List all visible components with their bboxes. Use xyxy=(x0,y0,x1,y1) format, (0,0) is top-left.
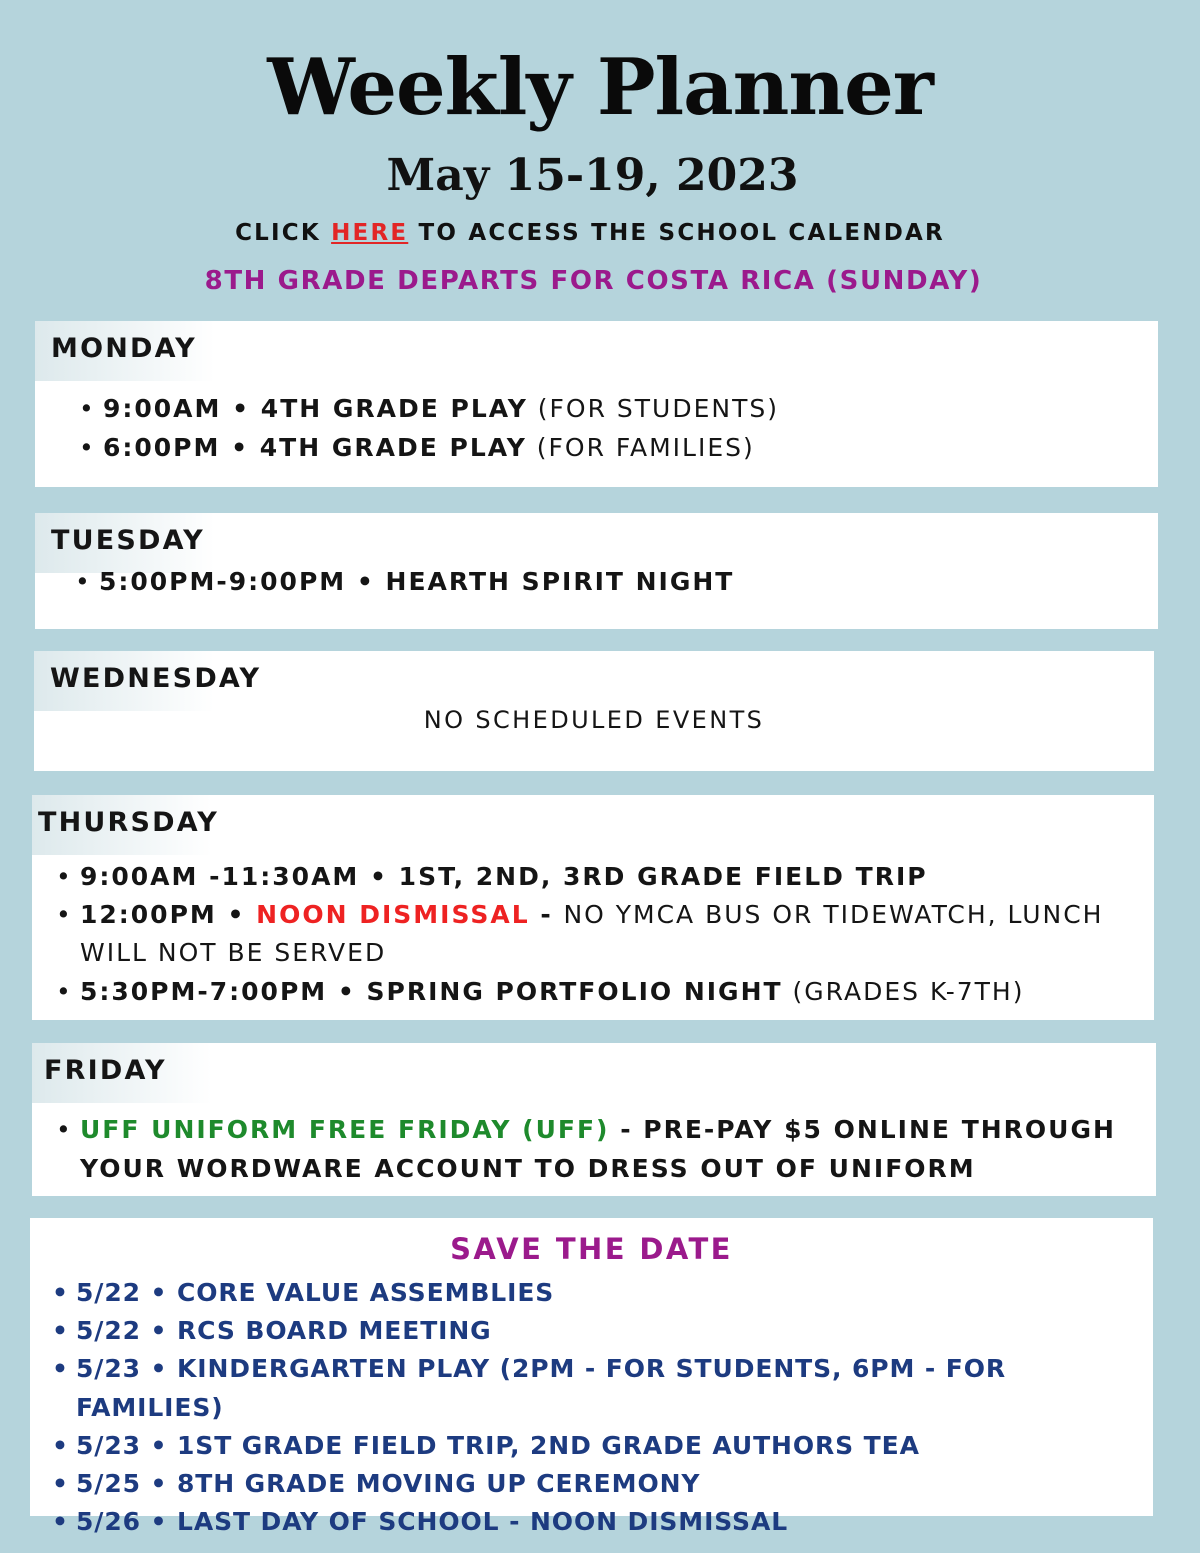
calendar-suffix: TO ACCESS THE SCHOOL CALENDAR xyxy=(408,220,945,246)
event-time-title: 5:30PM-7:00PM • SPRING PORTFOLIO NIGHT xyxy=(80,977,783,1006)
list-item: • 5/23 • 1ST GRADE FIELD TRIP, 2ND GRADE AUTHORS TEA xyxy=(52,1427,1147,1465)
list-item: • 5/26 • LAST DAY OF SCHOOL - NOON DISMISSAL xyxy=(52,1503,1147,1541)
list-item xyxy=(79,428,779,467)
event-time-title: 9:00AM -11:30AM • 1ST, 2ND, 3RD GRADE FIELD TRIP xyxy=(80,862,928,891)
event-note: (FOR STUDENTS) xyxy=(527,394,779,423)
day-label-monday: MONDAY xyxy=(51,333,197,364)
list-item xyxy=(56,857,1146,896)
list-item: • 5/23 • KINDERGARTEN PLAY (2PM - FOR STUDENTS, 6PM - FOR FAMILIES) xyxy=(52,1350,1147,1426)
save-the-date-card xyxy=(30,1218,1153,1537)
day-label-friday: FRIDAY xyxy=(44,1055,167,1086)
list-item: • 5/25 • 8TH GRADE MOVING UP CEREMONY xyxy=(52,1465,1147,1503)
event-time: 12:00PM • xyxy=(80,900,257,929)
page-title: Weekly Planner xyxy=(267,42,933,133)
noon-dismissal-highlight: NOON DISMISSAL xyxy=(256,900,530,929)
list-item: • 5/22 • RCS BOARD MEETING xyxy=(52,1312,1147,1350)
wednesday-label-box xyxy=(34,651,334,711)
no-events-note: NO SCHEDULED EVENTS xyxy=(423,706,765,734)
monday-events xyxy=(79,389,779,467)
day-label-tuesday: TUESDAY xyxy=(51,525,205,556)
event-note: (GRADES K-7TH) xyxy=(782,977,1025,1006)
monday-label-box xyxy=(35,321,335,381)
friday-events xyxy=(56,1110,1146,1188)
event-note: NO YMCA BUS OR TIDEWATCH, LUNCH WILL NOT BE SERVED xyxy=(80,900,1104,967)
list-item xyxy=(75,562,734,601)
monday-card xyxy=(35,321,1158,487)
calendar-access-line xyxy=(0,218,1180,248)
thursday-label-box xyxy=(32,795,332,855)
friday-label-box xyxy=(32,1043,332,1103)
save-the-date-title: SAVE THE DATE xyxy=(450,1232,733,1266)
uff-highlight: UFF UNIFORM FREE FRIDAY (UFF) xyxy=(80,1115,610,1144)
day-label-wednesday: WEDNESDAY xyxy=(50,663,262,694)
save-the-date-list xyxy=(52,1274,1147,1541)
calendar-prefix: CLICK xyxy=(235,220,332,246)
event-time-title: 6:00PM • 4TH GRADE PLAY xyxy=(103,433,527,462)
day-label-thursday: THURSDAY xyxy=(38,807,220,838)
list-item: • 5/22 • CORE VALUE ASSEMBLIES xyxy=(52,1274,1147,1312)
event-note: - PRE-PAY $5 ONLINE THROUGH YOUR WORDWARE ACCOUNT TO DRESS OUT OF UNIFORM xyxy=(80,1115,1116,1183)
event-time-title: 5:00PM-9:00PM • HEARTH SPIRIT NIGHT xyxy=(99,567,735,596)
wednesday-card xyxy=(34,651,1154,771)
list-item xyxy=(56,1110,1146,1188)
tuesday-events xyxy=(75,562,734,601)
tuesday-card xyxy=(35,513,1158,629)
costa-rica-notice: 8TH GRADE DEPARTS FOR COSTA RICA (SUNDAY) xyxy=(204,266,983,296)
event-dash: - xyxy=(529,900,564,929)
list-item xyxy=(79,389,779,428)
event-time-title: 9:00AM • 4TH GRADE PLAY xyxy=(103,394,528,423)
thursday-card xyxy=(32,795,1154,1020)
event-note: (FOR FAMILIES) xyxy=(526,433,755,462)
friday-card xyxy=(32,1043,1156,1196)
date-range: May 15-19, 2023 xyxy=(386,150,799,201)
list-item xyxy=(56,972,1146,1011)
list-item xyxy=(56,896,1146,972)
thursday-events xyxy=(56,857,1146,1011)
calendar-link[interactable]: HERE xyxy=(331,220,409,246)
